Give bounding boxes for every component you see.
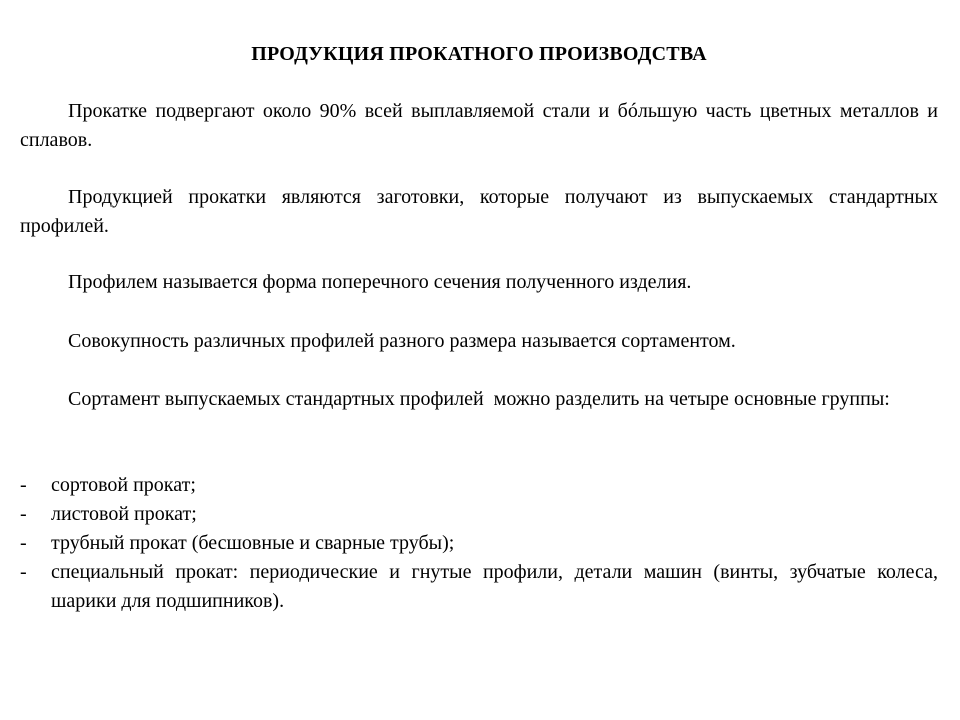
list-item-text: листовой прокат; bbox=[51, 503, 197, 525]
list-item bbox=[20, 471, 938, 500]
document-title: ПРОДУКЦИЯ ПРОКАТНОГО ПРОИЗВОДСТВА bbox=[251, 43, 707, 65]
list-item-text: специальный прокат: периодические и гнутые профили, детали машин (винты, зубчатые колеса, шарики для подшипников). bbox=[51, 561, 938, 612]
list-item-text: сортовой прокат; bbox=[51, 474, 196, 496]
list-marker: - bbox=[20, 503, 27, 525]
paragraph-assortment-groups: Сортамент выпускаемых стандартных профилей можно разделить на четыре основные группы: bbox=[68, 388, 890, 410]
paragraph-profile-definition: Профилем называется форма поперечного сечения полученного изделия. bbox=[68, 271, 692, 293]
list-item bbox=[20, 529, 938, 558]
list-item bbox=[20, 558, 938, 616]
list-item bbox=[20, 500, 938, 529]
list-marker: - bbox=[20, 532, 27, 554]
paragraph-rolling-products: Продукцией прокатки являются заготовки, которые получают из выпускаемых стандартных профилей. bbox=[20, 186, 938, 237]
list-marker: - bbox=[20, 561, 27, 583]
list-marker: - bbox=[20, 474, 27, 496]
paragraph-rolling-share: Прокатке подвергают около 90% всей выплавляемой стали и бóльшую часть цветных металлов и сплавов. bbox=[20, 100, 938, 151]
list-item-text: трубный прокат (бесшовные и сварные трубы); bbox=[51, 532, 455, 554]
assortment-groups-list bbox=[20, 471, 938, 616]
paragraph-assortment-definition: Совокупность различных профилей разного размера называется сортаментом. bbox=[68, 330, 736, 352]
